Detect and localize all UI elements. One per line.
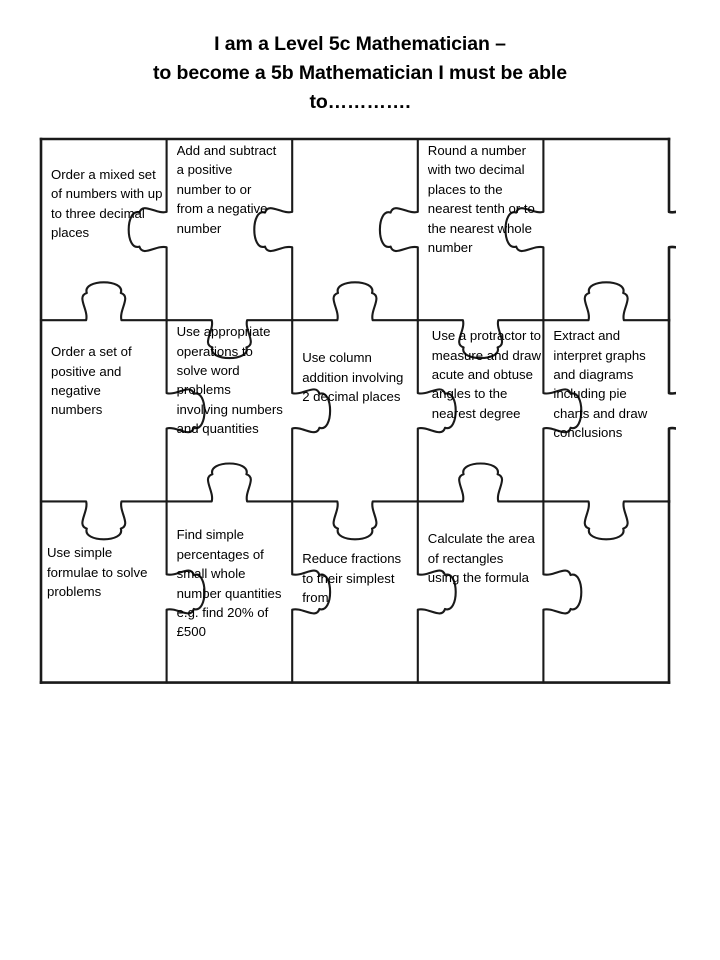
puzzle-piece-label: Round a number with two decimal places to the nearest tenth or to the nearest whole number — [427, 143, 535, 256]
puzzle-piece-label: Calculate the area of rectangles using the formula — [427, 531, 535, 586]
puzzle-piece-label: Order a set of positive and negative numbers — [51, 344, 132, 418]
puzzle-piece-label: Use appropriate operations to solve word problems involving numbers and quantities — [176, 324, 283, 437]
puzzle-piece-empty — [553, 149, 661, 318]
puzzle-piece-label: Use column addition involving 2 decimal places — [302, 350, 404, 404]
title-line-3: to…………. — [309, 91, 411, 113]
puzzle-piece — [428, 529, 536, 680]
puzzle-piece — [47, 543, 151, 680]
puzzle-piece — [302, 549, 402, 680]
puzzle-piece-empty — [553, 511, 661, 680]
puzzle-piece — [51, 165, 163, 318]
puzzle-piece — [177, 322, 285, 499]
puzzle-piece — [51, 342, 155, 499]
puzzle-piece — [177, 141, 281, 318]
jigsaw-puzzle-grid — [36, 133, 676, 689]
puzzle-piece — [428, 141, 546, 318]
puzzle-piece-label: Use a protractor to measure and draw acute and obtuse angles to the nearest degree — [431, 328, 542, 421]
puzzle-piece-label: Add and subtract a positive number to or from a negative number — [176, 143, 277, 236]
page-title — [60, 30, 660, 117]
puzzle-piece-empty — [302, 149, 410, 318]
puzzle-piece — [553, 326, 655, 499]
title-line-1: I am a Level 5c Mathematician – — [214, 33, 506, 55]
puzzle-piece-label: Extract and interpret graphs and diagrams including pie charts and draw conclusions — [553, 328, 648, 441]
title-line-2: to become a 5b Mathematician I must be able — [153, 62, 567, 84]
puzzle-piece-label: Find simple percentages of small whole number quantities e.g. find 20% of £500 — [176, 527, 282, 640]
puzzle-piece-label: Order a mixed set of numbers with up to three decimal places — [51, 167, 163, 241]
puzzle-piece — [432, 326, 542, 499]
puzzle-piece — [302, 348, 406, 499]
puzzle-piece-label: Use simple formulae to solve problems — [47, 545, 148, 600]
puzzle-piece — [177, 525, 289, 680]
puzzle-piece-label: Reduce fractions to their simplest from — [302, 551, 402, 606]
